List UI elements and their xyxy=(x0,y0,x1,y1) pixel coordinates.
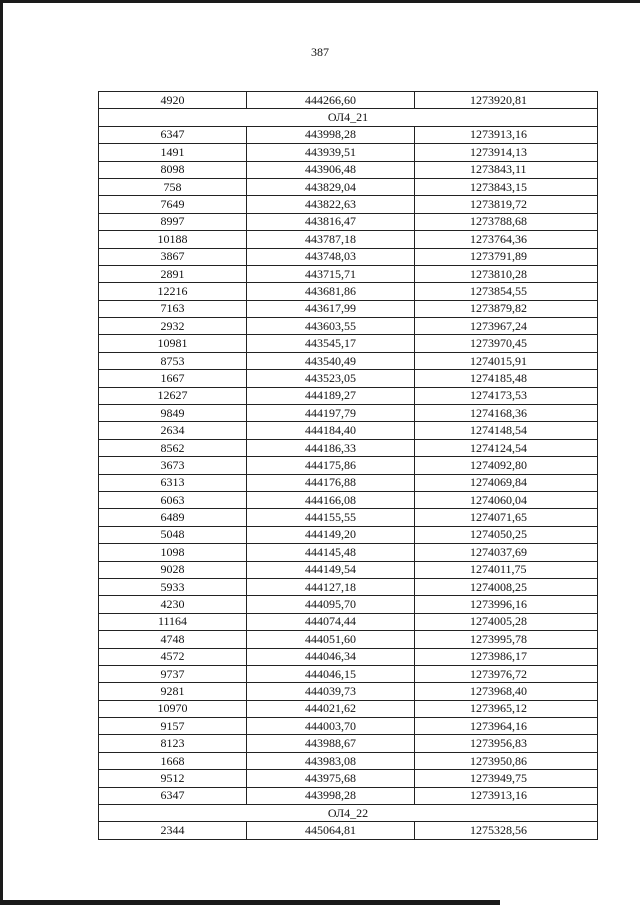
y-coordinate-cell: 1273965,12 xyxy=(415,700,598,717)
x-coordinate-cell: 444176,88 xyxy=(247,474,415,491)
table-row xyxy=(99,144,598,161)
x-coordinate-cell: 443715,71 xyxy=(247,265,415,282)
y-coordinate-cell: 1274124,54 xyxy=(415,439,598,456)
x-coordinate-cell: 444074,44 xyxy=(247,613,415,630)
table-row xyxy=(99,491,598,508)
x-coordinate-cell: 443617,99 xyxy=(247,300,415,317)
point-number-cell: 2634 xyxy=(99,422,247,439)
point-number-cell: 758 xyxy=(99,178,247,195)
y-coordinate-cell: 1273788,68 xyxy=(415,213,598,230)
x-coordinate-cell: 444095,70 xyxy=(247,596,415,613)
point-number-cell: 8123 xyxy=(99,735,247,752)
point-number-cell: 8562 xyxy=(99,439,247,456)
table-row xyxy=(99,405,598,422)
table-row xyxy=(99,352,598,369)
scan-edge-left xyxy=(0,0,3,905)
y-coordinate-cell: 1273913,16 xyxy=(415,126,598,143)
y-coordinate-cell: 1273976,72 xyxy=(415,665,598,682)
x-coordinate-cell: 443975,68 xyxy=(247,770,415,787)
y-coordinate-cell: 1274092,80 xyxy=(415,457,598,474)
y-coordinate-cell: 1273968,40 xyxy=(415,683,598,700)
x-coordinate-cell: 444021,62 xyxy=(247,700,415,717)
point-number-cell: 6313 xyxy=(99,474,247,491)
page-number: 387 xyxy=(311,45,329,59)
scan-edge-bottom xyxy=(0,900,500,905)
x-coordinate-cell: 445064,81 xyxy=(247,822,415,839)
point-number-cell: 4748 xyxy=(99,631,247,648)
y-coordinate-cell: 1273995,78 xyxy=(415,631,598,648)
x-coordinate-cell: 443681,86 xyxy=(247,283,415,300)
point-number-cell: 6347 xyxy=(99,787,247,804)
table-row xyxy=(99,578,598,595)
table-row xyxy=(99,526,598,543)
y-coordinate-cell: 1273970,45 xyxy=(415,335,598,352)
x-coordinate-cell: 444197,79 xyxy=(247,405,415,422)
table-row xyxy=(99,509,598,526)
table-row xyxy=(99,161,598,178)
point-number-cell: 9157 xyxy=(99,718,247,735)
x-coordinate-cell: 443545,17 xyxy=(247,335,415,352)
point-number-cell: 1667 xyxy=(99,370,247,387)
y-coordinate-cell: 1274011,75 xyxy=(415,561,598,578)
point-number-cell: 8753 xyxy=(99,352,247,369)
table-row xyxy=(99,196,598,213)
x-coordinate-cell: 444266,60 xyxy=(247,92,415,109)
table-row xyxy=(99,596,598,613)
x-coordinate-cell: 443540,49 xyxy=(247,352,415,369)
y-coordinate-cell: 1275328,56 xyxy=(415,822,598,839)
point-number-cell: 1098 xyxy=(99,544,247,561)
table-row xyxy=(99,248,598,265)
group-header-row xyxy=(99,805,598,822)
point-number-cell: 4572 xyxy=(99,648,247,665)
table-row xyxy=(99,335,598,352)
y-coordinate-cell: 1274050,25 xyxy=(415,526,598,543)
y-coordinate-cell: 1273967,24 xyxy=(415,318,598,335)
table-row xyxy=(99,822,598,839)
y-coordinate-cell: 1273913,16 xyxy=(415,787,598,804)
point-number-cell: 1491 xyxy=(99,144,247,161)
table-row xyxy=(99,631,598,648)
y-coordinate-cell: 1273843,15 xyxy=(415,178,598,195)
y-coordinate-cell: 1273920,81 xyxy=(415,92,598,109)
y-coordinate-cell: 1273819,72 xyxy=(415,196,598,213)
point-number-cell: 9281 xyxy=(99,683,247,700)
y-coordinate-cell: 1273996,16 xyxy=(415,596,598,613)
x-coordinate-cell: 444175,86 xyxy=(247,457,415,474)
x-coordinate-cell: 443787,18 xyxy=(247,231,415,248)
table-row xyxy=(99,213,598,230)
table-row xyxy=(99,387,598,404)
x-coordinate-cell: 444184,40 xyxy=(247,422,415,439)
table-row xyxy=(99,561,598,578)
point-number-cell: 6489 xyxy=(99,509,247,526)
x-coordinate-cell: 444166,08 xyxy=(247,491,415,508)
table-row xyxy=(99,422,598,439)
y-coordinate-cell: 1273914,13 xyxy=(415,144,598,161)
table-row xyxy=(99,370,598,387)
x-coordinate-cell: 444189,27 xyxy=(247,387,415,404)
point-number-cell: 9512 xyxy=(99,770,247,787)
y-coordinate-cell: 1273879,82 xyxy=(415,300,598,317)
table-row xyxy=(99,752,598,769)
y-coordinate-cell: 1273843,11 xyxy=(415,161,598,178)
x-coordinate-cell: 444051,60 xyxy=(247,631,415,648)
y-coordinate-cell: 1274037,69 xyxy=(415,544,598,561)
y-coordinate-cell: 1273854,55 xyxy=(415,283,598,300)
x-coordinate-cell: 443603,55 xyxy=(247,318,415,335)
y-coordinate-cell: 1274168,36 xyxy=(415,405,598,422)
x-coordinate-cell: 443816,47 xyxy=(247,213,415,230)
point-number-cell: 1668 xyxy=(99,752,247,769)
y-coordinate-cell: 1273986,17 xyxy=(415,648,598,665)
point-number-cell: 5048 xyxy=(99,526,247,543)
x-coordinate-cell: 443998,28 xyxy=(247,787,415,804)
table-row xyxy=(99,178,598,195)
point-number-cell: 4920 xyxy=(99,92,247,109)
x-coordinate-cell: 444039,73 xyxy=(247,683,415,700)
x-coordinate-cell: 444186,33 xyxy=(247,439,415,456)
point-number-cell: 7649 xyxy=(99,196,247,213)
group-header-row xyxy=(99,109,598,126)
point-number-cell: 2932 xyxy=(99,318,247,335)
point-number-cell: 6347 xyxy=(99,126,247,143)
point-number-cell: 12627 xyxy=(99,387,247,404)
x-coordinate-cell: 443983,08 xyxy=(247,752,415,769)
y-coordinate-cell: 1273949,75 xyxy=(415,770,598,787)
table-row xyxy=(99,265,598,282)
scan-edge-top xyxy=(0,0,640,3)
point-number-cell: 10981 xyxy=(99,335,247,352)
x-coordinate-cell: 443523,05 xyxy=(247,370,415,387)
y-coordinate-cell: 1274008,25 xyxy=(415,578,598,595)
table-row xyxy=(99,283,598,300)
x-coordinate-cell: 444003,70 xyxy=(247,718,415,735)
x-coordinate-cell: 443748,03 xyxy=(247,248,415,265)
y-coordinate-cell: 1274185,48 xyxy=(415,370,598,387)
y-coordinate-cell: 1273964,16 xyxy=(415,718,598,735)
x-coordinate-cell: 444046,15 xyxy=(247,665,415,682)
y-coordinate-cell: 1274069,84 xyxy=(415,474,598,491)
table-row xyxy=(99,92,598,109)
coordinates-table xyxy=(98,91,598,840)
x-coordinate-cell: 443822,63 xyxy=(247,196,415,213)
point-number-cell: 10970 xyxy=(99,700,247,717)
y-coordinate-cell: 1273956,83 xyxy=(415,735,598,752)
table-row xyxy=(99,648,598,665)
point-number-cell: 5933 xyxy=(99,578,247,595)
point-number-cell: 4230 xyxy=(99,596,247,613)
y-coordinate-cell: 1274060,04 xyxy=(415,491,598,508)
x-coordinate-cell: 443906,48 xyxy=(247,161,415,178)
x-coordinate-cell: 444127,18 xyxy=(247,578,415,595)
y-coordinate-cell: 1273950,86 xyxy=(415,752,598,769)
y-coordinate-cell: 1273810,28 xyxy=(415,265,598,282)
point-number-cell: 11164 xyxy=(99,613,247,630)
table-row xyxy=(99,457,598,474)
x-coordinate-cell: 443998,28 xyxy=(247,126,415,143)
point-number-cell: 2891 xyxy=(99,265,247,282)
x-coordinate-cell: 444149,54 xyxy=(247,561,415,578)
table-row xyxy=(99,700,598,717)
y-coordinate-cell: 1274005,28 xyxy=(415,613,598,630)
point-number-cell: 7163 xyxy=(99,300,247,317)
point-number-cell: 9737 xyxy=(99,665,247,682)
table-row xyxy=(99,770,598,787)
x-coordinate-cell: 444145,48 xyxy=(247,544,415,561)
point-number-cell: 6063 xyxy=(99,491,247,508)
point-number-cell: 3867 xyxy=(99,248,247,265)
point-number-cell: 8098 xyxy=(99,161,247,178)
table-row xyxy=(99,231,598,248)
y-coordinate-cell: 1274071,65 xyxy=(415,509,598,526)
point-number-cell: 3673 xyxy=(99,457,247,474)
table-row xyxy=(99,683,598,700)
x-coordinate-cell: 444155,55 xyxy=(247,509,415,526)
point-number-cell: 9028 xyxy=(99,561,247,578)
table-row xyxy=(99,544,598,561)
point-number-cell: 2344 xyxy=(99,822,247,839)
x-coordinate-cell: 443939,51 xyxy=(247,144,415,161)
table-row xyxy=(99,318,598,335)
x-coordinate-cell: 443829,04 xyxy=(247,178,415,195)
point-number-cell: 8997 xyxy=(99,213,247,230)
point-number-cell: 10188 xyxy=(99,231,247,248)
table-row xyxy=(99,787,598,804)
table-row xyxy=(99,300,598,317)
table-row xyxy=(99,718,598,735)
table-row xyxy=(99,126,598,143)
table-row xyxy=(99,613,598,630)
coordinates-table-body xyxy=(99,92,598,840)
point-number-cell: 9849 xyxy=(99,405,247,422)
x-coordinate-cell: 444046,34 xyxy=(247,648,415,665)
table-row xyxy=(99,439,598,456)
point-number-cell: 12216 xyxy=(99,283,247,300)
group-label: ОЛ4_22 xyxy=(99,805,598,822)
y-coordinate-cell: 1273764,36 xyxy=(415,231,598,248)
x-coordinate-cell: 444149,20 xyxy=(247,526,415,543)
group-label: ОЛ4_21 xyxy=(99,109,598,126)
table-row xyxy=(99,474,598,491)
table-row xyxy=(99,735,598,752)
y-coordinate-cell: 1274173,53 xyxy=(415,387,598,404)
x-coordinate-cell: 443988,67 xyxy=(247,735,415,752)
y-coordinate-cell: 1274015,91 xyxy=(415,352,598,369)
y-coordinate-cell: 1273791,89 xyxy=(415,248,598,265)
table-row xyxy=(99,665,598,682)
y-coordinate-cell: 1274148,54 xyxy=(415,422,598,439)
